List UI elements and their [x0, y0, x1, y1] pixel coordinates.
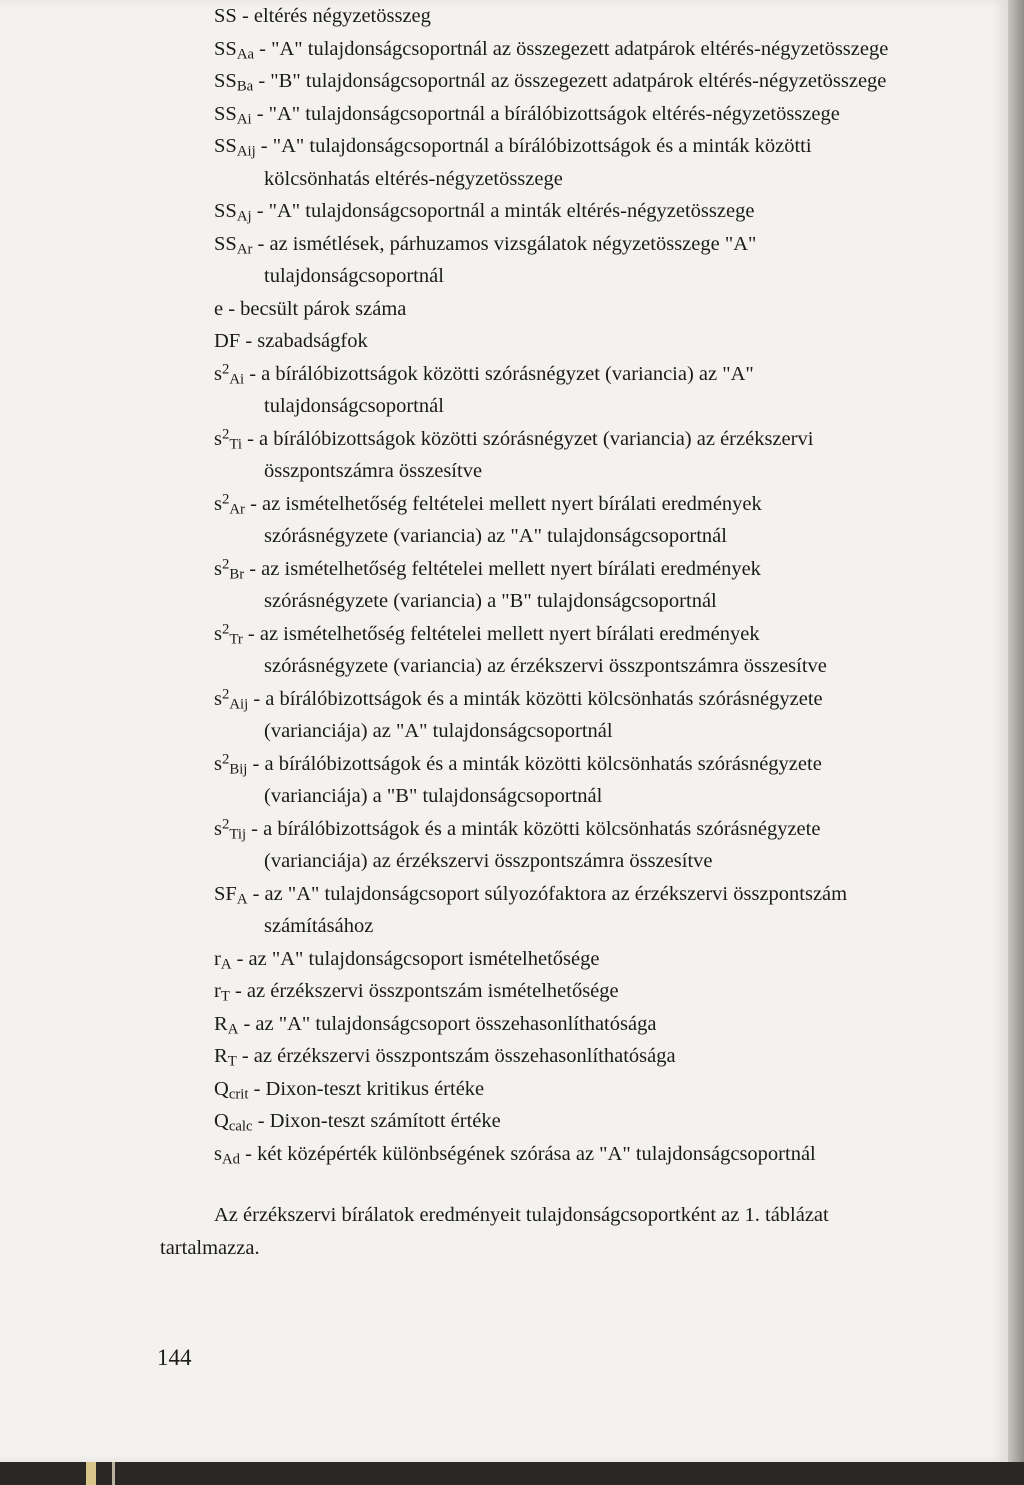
definition-continuation: (varianciája) az érzékszervi összpontszámra összesítve: [264, 850, 713, 872]
symbol-superscript: 2: [221, 360, 230, 377]
definition-continuation: szórásnégyzete (variancia) az "A" tulajdonságcsoportnál: [264, 525, 727, 547]
definition-continuation: (varianciája) az "A" tulajdonságcsoportnál: [264, 720, 613, 742]
symbol: s: [214, 362, 222, 385]
definition-entry: [214, 1138, 1004, 1171]
definition-entry: [214, 1073, 1004, 1106]
definition-line: [214, 975, 1004, 1008]
definition-text: - "B" tulajdonságcsoportnál az összegezett adatpárok eltérés-négyzetösszege: [253, 70, 887, 92]
symbol-subscript: Br: [229, 566, 245, 583]
symbol-subscript: Ba: [236, 78, 254, 95]
symbol: R: [214, 1045, 228, 1067]
symbol-subscript: Ai: [229, 371, 245, 388]
definition-entry: [214, 1008, 1004, 1041]
symbol-subscript: crit: [228, 1086, 249, 1103]
symbol-subscript: Ti: [229, 436, 242, 453]
symbol: SS: [214, 37, 237, 60]
definition-line: [214, 488, 1004, 521]
symbol: SS: [214, 232, 237, 255]
definition-line: [214, 748, 1004, 781]
symbol: s: [214, 817, 222, 840]
definition-entry: [214, 423, 1004, 488]
definition-line: [214, 878, 1004, 911]
definition-line: [214, 98, 1004, 131]
definition-text: - becsült párok száma: [223, 297, 407, 320]
definition-text: - Dixon-teszt számított értéke: [252, 1110, 501, 1132]
definition-entry: [214, 813, 1004, 878]
definition-continuation: kölcsönhatás eltérés-négyzetösszege: [264, 167, 563, 190]
definition-entry: [214, 0, 1004, 33]
symbol-superscript: 2: [221, 490, 230, 507]
symbol: e: [214, 297, 224, 320]
symbol-subscript: Aij: [236, 143, 256, 160]
definition-continuation: számításához: [264, 915, 374, 937]
bookmark-ribbon: [86, 1462, 96, 1485]
symbol-superscript: 2: [221, 815, 230, 832]
definition-line: [214, 683, 1004, 716]
symbol-subscript: T: [227, 1053, 237, 1070]
definition-entry: [214, 878, 1004, 943]
definition-text: - az "A" tulajdonságcsoport összehasonlíthatósága: [238, 1012, 657, 1035]
definition-text: - eltérés négyzetösszeg: [236, 5, 431, 27]
definition-entry: [214, 748, 1004, 813]
definition-line: [214, 325, 1004, 358]
symbol: SS: [214, 70, 237, 92]
definition-line: [214, 130, 1004, 163]
definition-text: - a bírálóbizottságok közötti szórásnégyzet (variancia) az "A": [244, 362, 754, 385]
definition-entry: [214, 975, 1004, 1008]
symbol-subscript: Aij: [229, 696, 249, 713]
definition-continuation: tulajdonságcsoportnál: [264, 265, 444, 287]
definition-entry: [214, 618, 1004, 683]
symbol-subscript: Tij: [229, 826, 247, 843]
definition-text: - a bírálóbizottságok és a minták közötti kölcsönhatás szórásnégyzete: [246, 817, 821, 840]
definitions-list: [214, 0, 1004, 1170]
definition-continuation: szórásnégyzete (variancia) az érzékszervi összpontszámra összesítve: [264, 655, 827, 677]
definition-text: - két középérték különbségének szórása az "A" tulajdonságcsoportnál: [240, 1142, 816, 1165]
definition-entry: [214, 1105, 1004, 1138]
definition-text: - a bírálóbizottságok és a minták közötti kölcsönhatás szórásnégyzete: [248, 687, 823, 710]
definition-line: [214, 553, 1004, 586]
symbol: SF: [214, 882, 237, 905]
definition-line: [214, 195, 1004, 228]
definition-line: [214, 1040, 1004, 1073]
symbol-subscript: A: [236, 891, 248, 908]
definition-entry: [214, 1040, 1004, 1073]
definition-line: [214, 1105, 1004, 1138]
definition-text: - az "A" tulajdonságcsoport ismételhetősége: [231, 947, 600, 970]
definition-line: [214, 423, 1004, 456]
symbol: s: [214, 492, 222, 515]
definition-text: - "A" tulajdonságcsoportnál az összegezett adatpárok eltérés-négyzetösszege: [254, 37, 889, 60]
definition-text: - a bírálóbizottságok és a minták közötti kölcsönhatás szórásnégyzete: [247, 752, 822, 775]
definition-entry: [214, 553, 1004, 618]
definition-line: [214, 1008, 1004, 1041]
symbol: SS: [214, 135, 237, 157]
symbol-subscript: Ar: [229, 501, 245, 518]
definition-entry: [214, 488, 1004, 553]
definition-entry: [214, 358, 1004, 423]
symbol-subscript: A: [227, 1021, 239, 1038]
definition-entry: [214, 325, 1004, 358]
symbol: s: [214, 687, 222, 710]
definition-text: - szabadságfok: [240, 330, 368, 352]
definition-text: - "A" tulajdonságcsoportnál a bírálóbizottságok és a minták közötti: [255, 135, 812, 157]
symbol-subscript: Tr: [229, 631, 243, 648]
symbol-superscript: 2: [221, 425, 230, 442]
definition-line: [214, 65, 1004, 98]
symbol: r: [214, 947, 221, 970]
definition-line: [214, 618, 1004, 651]
symbol-superscript: 2: [221, 685, 230, 702]
definition-text: - Dixon-teszt kritikus értéke: [248, 1077, 485, 1100]
definition-text: - az érzékszervi összpontszám ismételhetősége: [229, 980, 619, 1002]
page-number: 144: [157, 1345, 192, 1370]
definition-text: - az ismételhetőség feltételei mellett nyert bírálati eredmények: [244, 492, 762, 515]
symbol-subscript: A: [220, 956, 232, 973]
symbol-subscript: Ad: [221, 1151, 241, 1168]
symbol: R: [214, 1012, 228, 1035]
symbol-subscript: Bij: [229, 761, 248, 778]
definition-line: [214, 0, 1004, 33]
symbol: DF: [214, 330, 241, 352]
definition-line: [214, 358, 1004, 391]
symbol: s: [214, 557, 222, 580]
symbol: r: [214, 980, 221, 1002]
book-bottom-edge: [0, 1462, 1024, 1485]
symbol-superscript: 2: [221, 555, 230, 572]
definition-entry: [214, 130, 1004, 195]
symbol-subscript: Aa: [236, 46, 255, 63]
definition-text: - "A" tulajdonságcsoportnál a bírálóbizottságok eltérés-négyzetösszege: [251, 102, 840, 125]
definition-line: [214, 1138, 1004, 1171]
symbol-subscript: Ai: [236, 111, 252, 128]
symbol-subscript: Aj: [236, 208, 252, 225]
definition-line: [214, 813, 1004, 846]
definition-entry: [214, 98, 1004, 131]
definition-text: - a bírálóbizottságok közötti szórásnégyzet (variancia) az érzékszervi: [241, 427, 814, 450]
definition-continuation: összpontszámra összesítve: [264, 460, 483, 482]
definition-line: [214, 293, 1004, 326]
symbol: Q: [214, 1077, 229, 1100]
symbol: SS: [214, 102, 237, 125]
definition-line: [214, 1073, 1004, 1106]
definition-text: - az ismétlések, párhuzamos vizsgálatok négyzetösszege "A": [252, 232, 757, 255]
definition-text: - az érzékszervi összpontszám összehasonlíthatósága: [236, 1045, 676, 1067]
page-edge: [1008, 0, 1024, 1485]
definition-continuation: (varianciája) a "B" tulajdonságcsoportnál: [264, 785, 603, 807]
definition-continuation: szórásnégyzete (variancia) a "B" tulajdonságcsoportnál: [264, 590, 717, 612]
summary-paragraph: [160, 1199, 950, 1264]
symbol-superscript: 2: [221, 750, 230, 767]
symbol: s: [214, 427, 222, 450]
symbol: s: [214, 622, 222, 645]
definition-entry: [214, 195, 1004, 228]
bookmark-thread: [112, 1462, 115, 1485]
paragraph-line-2: tartalmazza.: [160, 1236, 260, 1259]
definition-line: [214, 228, 1004, 261]
definition-entry: [214, 33, 1004, 66]
symbol-subscript: calc: [228, 1118, 253, 1135]
definition-text: - az "A" tulajdonságcsoport súlyozófaktora az érzékszervi összpontszám: [247, 882, 848, 905]
paragraph-line-1: Az érzékszervi bírálatok eredményeit tulajdonságcsoportként az 1. táblázat: [214, 1204, 829, 1226]
definition-text: - az ismételhetőség feltételei mellett nyert bírálati eredmények: [244, 557, 761, 580]
definition-entry: [214, 293, 1004, 326]
definition-continuation: tulajdonságcsoportnál: [264, 395, 444, 417]
symbol: Q: [214, 1110, 229, 1132]
definition-entry: [214, 943, 1004, 976]
symbol-subscript: Ar: [236, 241, 253, 258]
definition-entry: [214, 65, 1004, 98]
symbol: s: [214, 752, 222, 775]
definition-text: - az ismételhetőség feltételei mellett nyert bírálati eredmények: [242, 622, 760, 645]
symbol: SS: [214, 5, 237, 27]
symbol-subscript: T: [220, 988, 230, 1005]
definition-line: [214, 33, 1004, 66]
symbol-superscript: 2: [221, 620, 230, 637]
symbol: s: [214, 1142, 222, 1165]
definition-line: [214, 943, 1004, 976]
definition-text: - "A" tulajdonságcsoportnál a minták eltérés-négyzetösszege: [251, 200, 755, 222]
definition-entry: [214, 228, 1004, 293]
symbol: SS: [214, 200, 237, 222]
definition-entry: [214, 683, 1004, 748]
